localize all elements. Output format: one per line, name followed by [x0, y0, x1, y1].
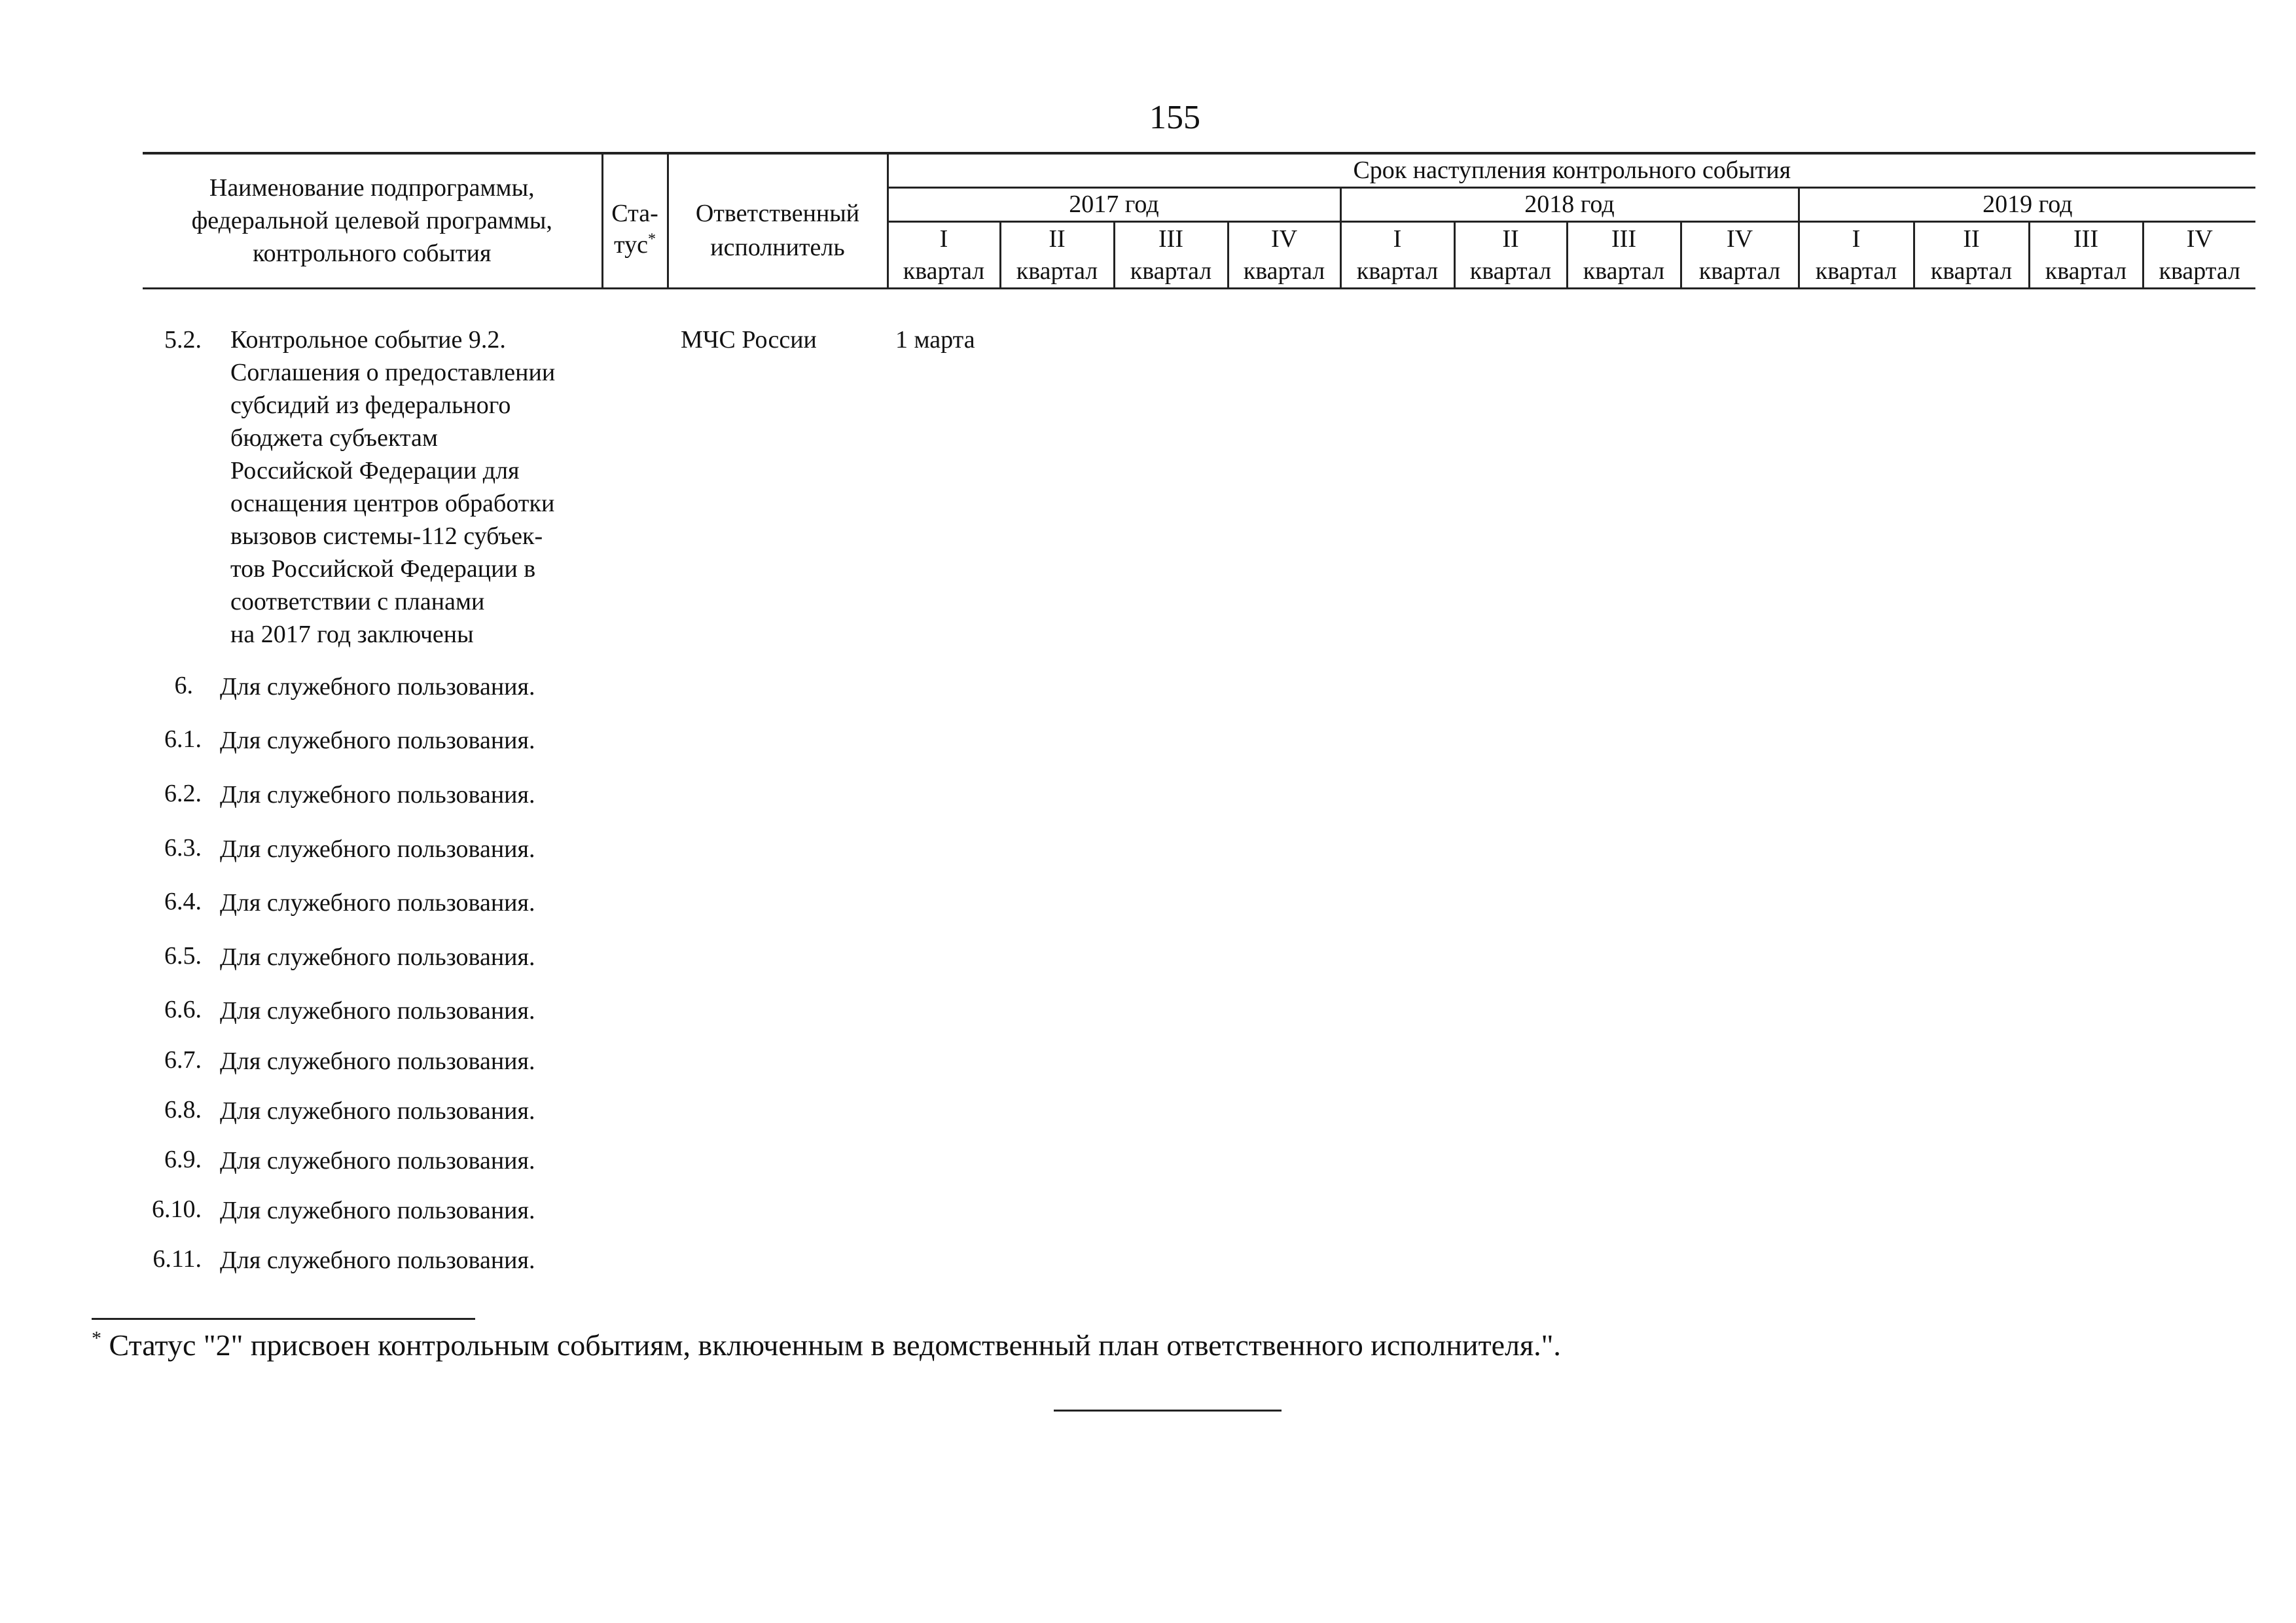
quarter-numeral: II: [1454, 221, 1567, 255]
quarter-numeral: II: [1000, 221, 1114, 255]
year-2017-header: 2017 год: [888, 187, 1340, 221]
quarter-label: квартал: [2143, 255, 2255, 288]
quarter-label: квартал: [1228, 255, 1340, 288]
quarter-label: квартал: [1340, 255, 1454, 288]
quarter-label: квартал: [1567, 255, 1681, 288]
footnote-marker: *: [92, 1327, 101, 1349]
row-number: 6.8.: [164, 1096, 202, 1123]
row-description: Для служебного пользования.: [220, 1097, 535, 1125]
quarter-numeral: I: [1340, 221, 1454, 255]
footnote-text: Статус "2" присвоен контрольным событиям, включенным в ведомственный план ответственного исполнителя.".: [109, 1328, 1561, 1362]
quarter-label: квартал: [1799, 255, 1914, 288]
row-description: Для служебного пользования.: [220, 943, 535, 971]
end-divider: [1054, 1410, 1282, 1412]
row-description: Для служебного пользования.: [220, 835, 535, 863]
quarter-numeral: IV: [1681, 221, 1799, 255]
row-number: 6.4.: [164, 888, 202, 915]
quarter-numeral: I: [888, 221, 1000, 255]
row-number: 6.: [174, 672, 193, 699]
row-description: Для служебного пользования.: [220, 727, 535, 754]
quarter-numeral: I: [1799, 221, 1914, 255]
page-number: 155: [1149, 99, 1200, 136]
row-number: 6.3.: [164, 834, 202, 862]
row-description: Для служебного пользования.: [220, 1247, 535, 1274]
status-column-header: Ста- тус*: [602, 153, 668, 288]
year-2018-header: 2018 год: [1340, 187, 1799, 221]
row-number: 5.2.: [164, 326, 202, 354]
row-number: 6.2.: [164, 780, 202, 807]
responsible-column-header: Ответственный исполнитель: [668, 153, 888, 288]
quarter-numeral: III: [2029, 221, 2143, 255]
quarter-numeral: IV: [2143, 221, 2255, 255]
row-description: Для служебного пользования.: [220, 781, 535, 809]
year-2019-header: 2019 год: [1799, 187, 2255, 221]
row-description: Для служебного пользования.: [220, 997, 535, 1025]
quarter-numeral: IV: [1228, 221, 1340, 255]
row-description: Контрольное событие 9.2. Соглашения о предоставлении субсидий из федерального бюджета субъектам Российской Федерации для оснащения центров обработки вызовов системы-112 субъек- тов Российской Федерации в соответствии с планами на 2017 год заключены: [230, 326, 556, 648]
row-responsible: МЧС России: [681, 326, 817, 354]
quarter-numeral: III: [1114, 221, 1228, 255]
quarter-label: квартал: [888, 255, 1000, 288]
row-number: 6.6.: [164, 996, 202, 1023]
quarter-numeral: III: [1567, 221, 1681, 255]
row-number: 6.7.: [164, 1046, 202, 1074]
quarter-label: квартал: [1681, 255, 1799, 288]
quarter-label: квартал: [1914, 255, 2029, 288]
footnote-divider: [92, 1318, 475, 1320]
row-deadline-q1-2017: 1 марта: [895, 326, 975, 354]
row-description: Для служебного пользования.: [220, 1048, 535, 1075]
row-description: Для служебного пользования.: [220, 889, 535, 917]
quarter-label: квартал: [2029, 255, 2143, 288]
row-number: 6.9.: [164, 1146, 202, 1173]
row-description: Для служебного пользования.: [220, 1197, 535, 1224]
row-number: 6.1.: [164, 725, 202, 753]
deadline-header: Срок наступления контрольного события: [888, 153, 2255, 187]
quarter-numeral: II: [1914, 221, 2029, 255]
row-description: Для служебного пользования.: [220, 673, 535, 701]
row-number: 6.5.: [164, 942, 202, 970]
row-number: 6.11.: [152, 1245, 202, 1273]
name-column-header: Наименование подпрограммы, федеральной целевой программы, контрольного события: [143, 153, 602, 288]
schedule-table-header: [143, 152, 2255, 289]
quarter-label: квартал: [1114, 255, 1228, 288]
row-description: Для служебного пользования.: [220, 1147, 535, 1175]
quarter-label: квартал: [1454, 255, 1567, 288]
quarter-label: квартал: [1000, 255, 1114, 288]
footnote: [92, 1326, 1561, 1365]
row-number: 6.10.: [152, 1195, 202, 1223]
